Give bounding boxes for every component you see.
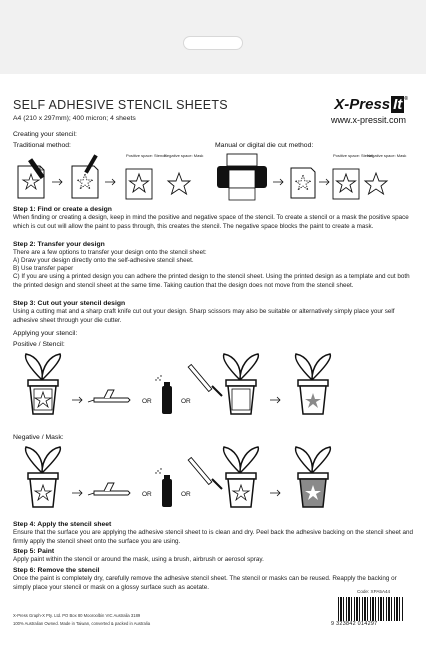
spray-can-icon	[155, 375, 172, 414]
origin-statement: 100% Australian Owned. Made in Taiwan, converted & packed in Australia	[13, 621, 151, 626]
airbrush-icon	[88, 390, 130, 402]
brand-logo	[334, 96, 408, 113]
die-cut-method-illustration	[215, 152, 410, 202]
or-label-4: OR	[181, 491, 191, 498]
barcode-number: 9 323842 014297	[331, 621, 378, 627]
plant-pot-painting-icon	[224, 354, 259, 414]
paintbrush-icon-2	[188, 457, 222, 489]
step2-intro: There are a few options to transfer your design onto the stencil sheet:	[13, 249, 207, 256]
airbrush-icon-2	[88, 483, 130, 495]
step3-text: Using a cutting mat and a sharp craft knife cut out your design. Sharp scissors may also be suitable or alternatively simply place your self adhesive sheet through your die cutter.	[13, 308, 395, 324]
barcode	[338, 597, 404, 621]
positive-space-label-2: Positive space: Stencil	[333, 153, 374, 158]
product-spec: A4 (210 x 297mm); 400 micron; 4 sheets	[13, 115, 136, 122]
negative-application-illustration	[12, 445, 412, 517]
die-cutter-machine-icon	[217, 154, 267, 200]
plant-pot-painting-icon-2	[224, 447, 259, 507]
step6-text: Once the paint is completely dry, carefully remove the adhesive stencil sheet. The stencil or masks can be reused. Reapply the backing or simply place your stencil or mask on a glossy surface such as acetate.	[13, 575, 397, 591]
mask-star-icon	[168, 173, 190, 194]
step5-title: Step 5: Paint	[13, 548, 55, 555]
applying-heading: Applying your stencil:	[13, 330, 78, 337]
step2-option-b: B) Use transfer paper	[13, 265, 74, 272]
negative-space-label-1: Negative space: Mask	[164, 153, 204, 158]
traditional-label: Traditional method:	[13, 142, 71, 149]
pencil-drawing-icon	[18, 158, 45, 198]
step5-text: Apply paint within the stencil or around the mask, using a brush, airbrush or aerosol spray.	[13, 556, 264, 563]
plant-pot-mask-icon	[26, 447, 61, 507]
brand-url: www.x-pressit.com	[330, 115, 406, 125]
or-label-3: OR	[142, 491, 152, 498]
paintbrush-icon	[188, 364, 222, 396]
step4-text: Ensure that the surface you are applying the adhesive stencil sheet to is clean and dry. Peel back the adhesive backing on the stencil sheet and firmly apply the stencil sheet onto the surface you are using.	[13, 529, 413, 545]
mask-star-icon-2	[365, 173, 387, 194]
plant-pot-stencil-icon	[26, 354, 61, 414]
step2-title: Step 2: Transfer your design	[13, 241, 105, 248]
or-label-2: OR	[181, 398, 191, 405]
stencil-sheet-icon	[126, 169, 152, 199]
cut-sheet-icon	[291, 168, 315, 198]
company-address: X-Press Graph-X Pty. Ltd. PO Box 80 Mooroolbin VIC Australia 3189	[13, 613, 141, 618]
traditional-method-illustration	[14, 152, 209, 202]
product-code: Code: XPA5A44	[357, 589, 391, 594]
step2-option-c: C) If you are using a printed design you can adhere the printed design to the stencil sheet. Using the printed design as a template and cut both the printed design and stencil sheet at the same time. Taking caution that the design does not move from the stencil sheet.	[13, 273, 410, 289]
manual-label: Manual or digital die cut method:	[215, 142, 314, 149]
step1-title: Step 1: Find or create a design	[13, 206, 112, 213]
positive-stencil-label: Positive / Stencil:	[13, 341, 65, 348]
plant-pot-result-icon-2	[296, 447, 331, 507]
stencil-sheet-icon-2	[333, 169, 359, 199]
positive-space-label-1: Positive space: Stencil	[126, 153, 167, 158]
page-title: SELF ADHESIVE STENCIL SHEETS	[13, 98, 228, 112]
creating-heading: Creating your stencil:	[13, 131, 77, 138]
step3-title: Step 3: Cut out your stencil design	[13, 300, 126, 307]
negative-space-label-2: Negative space: Mask	[367, 153, 407, 158]
step2-option-a: A) Draw your design directly onto the self-adhesive stencil sheet.	[13, 257, 194, 264]
spray-can-icon-2	[155, 468, 172, 507]
step4-title: Step 4: Apply the stencil sheet	[13, 521, 112, 528]
brand-it: It	[393, 96, 403, 113]
step1-text: When finding or creating a design, keep in mind the positive and negative space of the stencil. To create a stencil or a mask the positive space which is cut out will allow the paint to pass through, this creates the stencil. The negative space blocks the paint to create a mask.	[13, 214, 409, 230]
hang-hole	[183, 36, 243, 50]
knife-cutting-icon	[72, 154, 98, 198]
brand-name: X-Press	[334, 96, 391, 113]
step6-title: Step 6: Remove the stencil	[13, 567, 100, 574]
or-label-1: OR	[142, 398, 152, 405]
brand-registered: ®	[404, 96, 408, 102]
plant-pot-result-icon	[296, 354, 331, 414]
positive-application-illustration	[12, 352, 412, 422]
negative-mask-label: Negative / Mask:	[13, 434, 64, 441]
